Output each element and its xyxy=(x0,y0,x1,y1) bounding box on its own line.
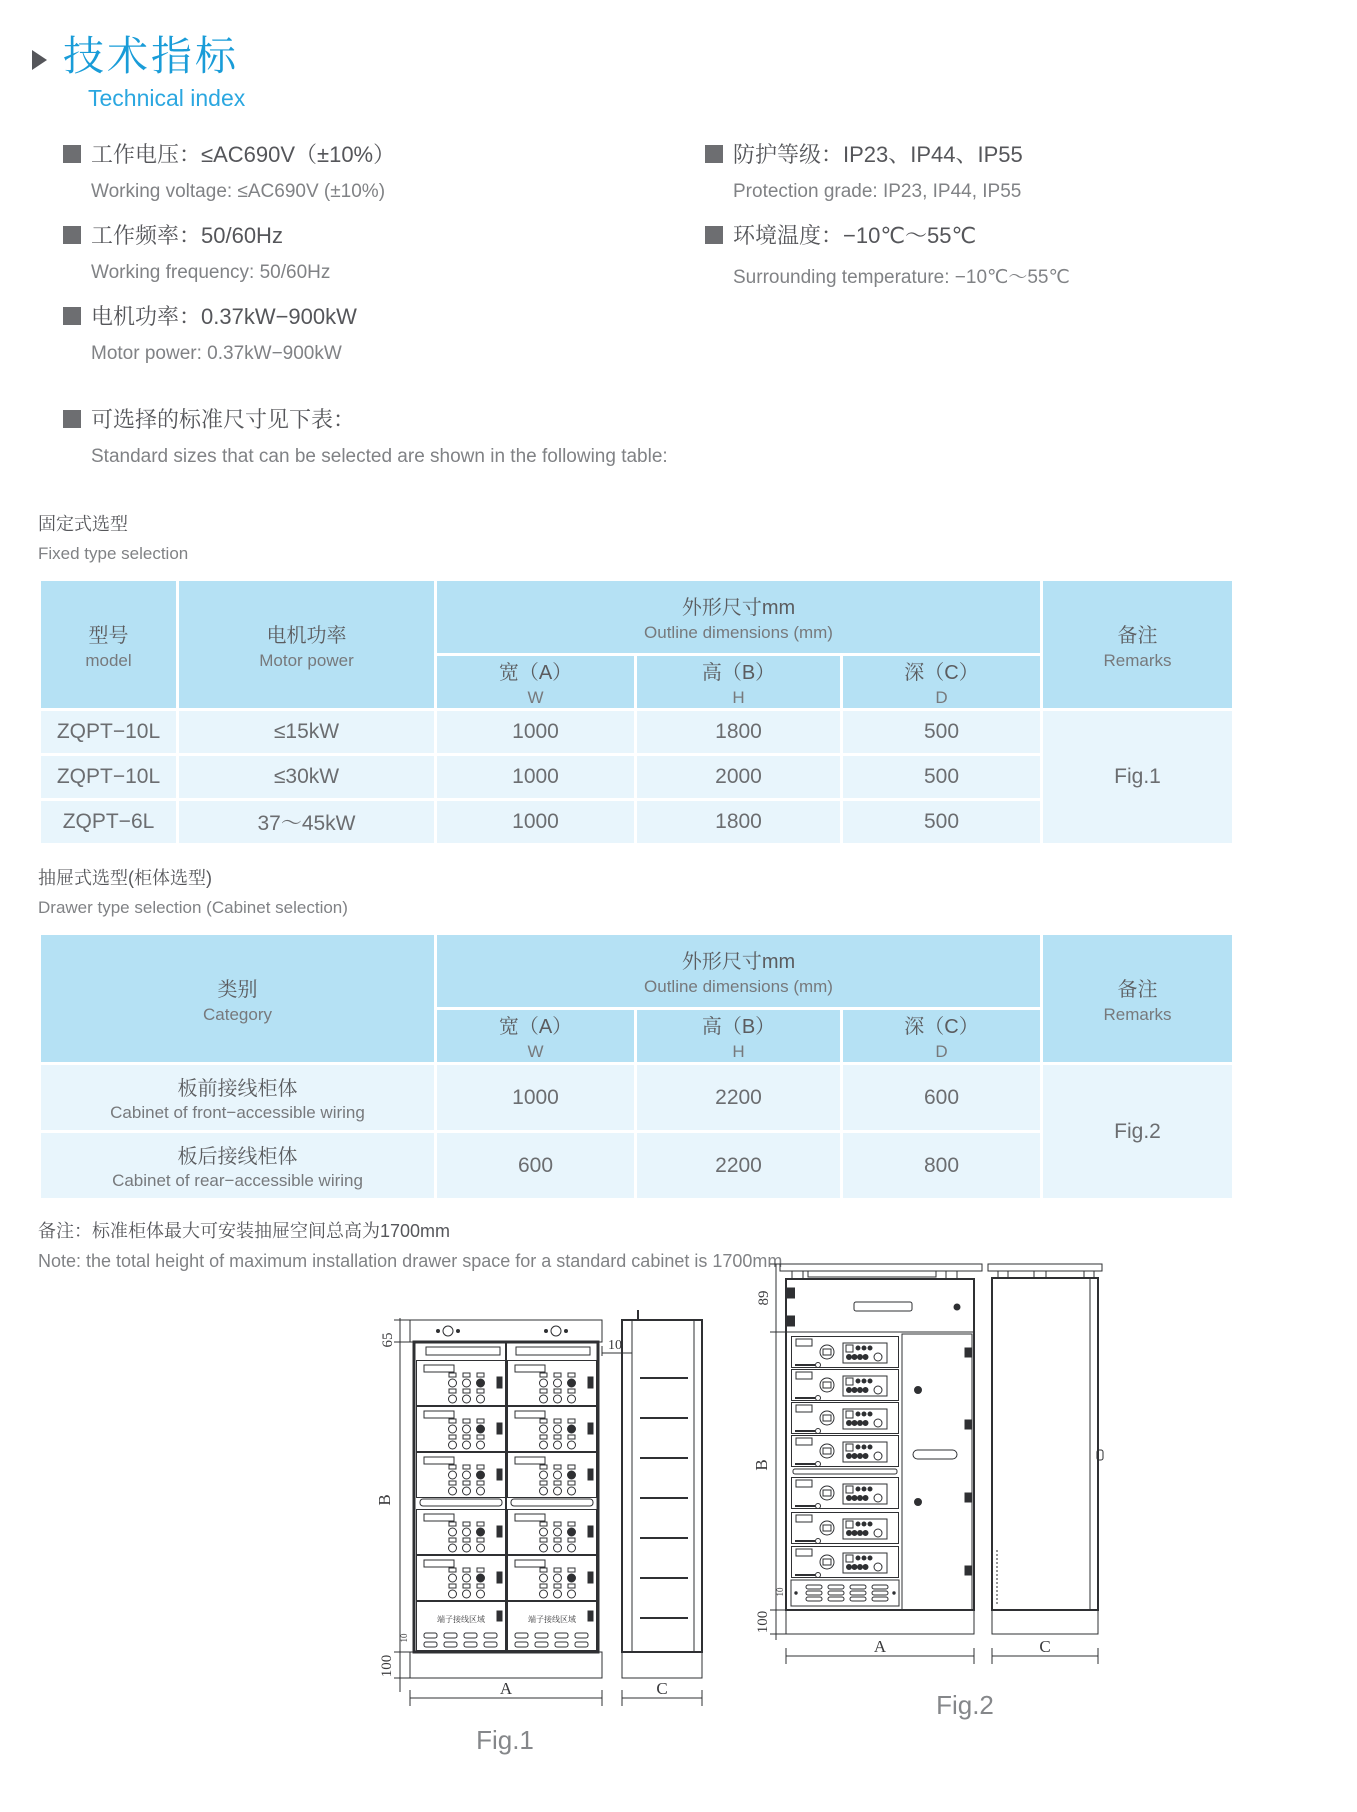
spec-column-left xyxy=(63,138,705,484)
col-header-depth: 深（C） D xyxy=(842,655,1042,710)
fig1-dim-depth: C xyxy=(656,1679,668,1699)
col-header-category: 类别 Category xyxy=(40,934,436,1064)
fig2-dim-depth: C xyxy=(1039,1637,1051,1657)
fig1-dim-top-right: 10 xyxy=(608,1338,622,1354)
col-header-remarks: 备注 Remarks xyxy=(1042,934,1234,1064)
fig1-drawing xyxy=(370,1300,750,1756)
spec-zh-text: 防护等级：IP23、IP44、IP55 xyxy=(733,142,1023,168)
spec-zh-text: 工作电压：≤AC690V（±10%） xyxy=(91,142,396,168)
spec-en-text: Standard sizes that can be selected are shown in the following table: xyxy=(91,446,668,468)
fig2-dim-height: B xyxy=(752,1459,771,1471)
fig1-dim-height: B xyxy=(375,1494,394,1506)
fig1-caption: Fig.1 xyxy=(476,1725,534,1756)
cell-power: 37～45kW xyxy=(178,800,436,845)
cell-height: 2200 xyxy=(636,1064,842,1132)
cell-width: 600 xyxy=(436,1132,636,1200)
col-header-remarks: 备注 Remarks xyxy=(1042,580,1234,710)
cell-height: 2000 xyxy=(636,755,842,800)
square-bullet-icon xyxy=(63,145,81,163)
col-header-depth: 深（C） D xyxy=(842,1009,1042,1064)
square-bullet-icon xyxy=(705,145,723,163)
spec-en-text: Working voltage: ≤AC690V (±10%) xyxy=(91,181,386,203)
fig1-terminal-label-2: 端子接线区域 xyxy=(528,1615,576,1625)
page-title: 技术指标 xyxy=(63,33,239,79)
cell-height: 2200 xyxy=(636,1132,842,1200)
fig1-dim-width: A xyxy=(499,1679,513,1699)
col-header-outline-dimensions: 外形尺寸mm Outline dimensions (mm) xyxy=(436,580,1042,655)
cell-power: ≤30kW xyxy=(178,755,436,800)
square-bullet-icon xyxy=(63,226,81,244)
cell-width: 1000 xyxy=(436,710,636,755)
drawer-section-title-en: Drawer type selection (Cabinet selection) xyxy=(38,898,348,918)
cell-width: 1000 xyxy=(436,755,636,800)
fixed-type-table xyxy=(38,578,1235,846)
cell-depth: 500 xyxy=(842,710,1042,755)
cell-power: ≤15kW xyxy=(178,710,436,755)
spec-en-text: Working frequency: 50/60Hz xyxy=(91,262,331,284)
fig2-cabinet-svg xyxy=(750,1250,1110,1680)
drawer-section-title-zh: 抽屉式选型(柜体选型) xyxy=(38,868,212,889)
col-header-motor-power: 电机功率 Motor power xyxy=(178,580,436,710)
fixed-section-title-zh: 固定式选型 xyxy=(38,514,128,535)
fig1-dim-vent: 10 xyxy=(399,1633,409,1643)
spec-zh-text: 可选择的标准尺寸见下表： xyxy=(91,407,356,433)
cell-model: ZQPT−10L xyxy=(40,755,178,800)
table-row xyxy=(40,1064,1234,1132)
fig1-cabinet-svg xyxy=(370,1300,750,1715)
spec-en-text: Surrounding temperature: −10℃～55℃ xyxy=(733,267,1070,289)
spec-protection-grade xyxy=(705,138,1357,216)
cell-height: 1800 xyxy=(636,710,842,755)
spec-motor-power xyxy=(63,300,705,378)
spec-en-text: Motor power: 0.37kW−900kW xyxy=(91,343,342,365)
drawer-type-table xyxy=(38,932,1235,1201)
spec-zh-text: 电机功率：0.37kW−900kW xyxy=(91,304,357,330)
square-bullet-icon xyxy=(63,410,81,428)
fig2-dim-base: 100 xyxy=(755,1610,771,1634)
spec-surrounding-temperature xyxy=(705,219,1357,302)
table-row xyxy=(40,710,1234,755)
square-bullet-icon xyxy=(705,226,723,244)
fig1-terminal-label: 端子接线区域 xyxy=(437,1615,485,1625)
col-header-width: 宽（A） W xyxy=(436,1009,636,1064)
col-header-outline-dimensions: 外形尺寸mm Outline dimensions (mm) xyxy=(436,934,1042,1009)
cell-model: ZQPT−10L xyxy=(40,710,178,755)
cell-remark: Fig.1 xyxy=(1042,710,1234,845)
col-header-height: 高（B） H xyxy=(636,1009,842,1064)
spec-list xyxy=(63,138,1357,484)
note-en: Note: the total height of maximum installation drawer space for a standard cabinet is 1700mm xyxy=(38,1251,783,1272)
cell-category: 板前接线柜体 Cabinet of front−accessible wiring xyxy=(40,1064,436,1132)
fig2-dim-vent: 10 xyxy=(775,1587,785,1597)
col-header-model: 型号 model xyxy=(40,580,178,710)
spec-en-text: Protection grade: IP23, IP44, IP55 xyxy=(733,181,1022,203)
cell-depth: 800 xyxy=(842,1132,1042,1200)
fixed-section-title-en: Fixed type selection xyxy=(38,544,189,564)
figures-area xyxy=(38,1272,1357,1812)
fig1-dim-base: 100 xyxy=(379,1654,395,1678)
cell-remark: Fig.2 xyxy=(1042,1064,1234,1200)
col-header-height: 高（B） H xyxy=(636,655,842,710)
square-bullet-icon xyxy=(63,307,81,325)
fig2-drawing xyxy=(750,1250,1110,1721)
section-arrow-icon xyxy=(32,50,47,70)
fig2-dim-width: A xyxy=(873,1637,887,1657)
cell-width: 1000 xyxy=(436,800,636,845)
fig2-dim-top: 89 xyxy=(756,1290,772,1306)
spec-working-frequency xyxy=(63,219,705,297)
cell-depth: 500 xyxy=(842,755,1042,800)
page-subtitle: Technical index xyxy=(88,85,246,112)
cell-model: ZQPT−6L xyxy=(40,800,178,845)
col-header-width: 宽（A） W xyxy=(436,655,636,710)
note-zh: 备注：标准柜体最大可安装抽屉空间总高为1700mm xyxy=(38,1221,451,1242)
cell-depth: 600 xyxy=(842,1064,1042,1132)
cell-height: 1800 xyxy=(636,800,842,845)
spec-column-right xyxy=(705,138,1357,484)
spec-standard-sizes xyxy=(63,403,705,481)
fig1-dim-top: 65 xyxy=(380,1332,396,1348)
spec-zh-text: 工作频率：50/60Hz xyxy=(91,223,283,249)
cell-depth: 500 xyxy=(842,800,1042,845)
spec-zh-text: 环境温度：−10℃～55℃ xyxy=(733,223,977,249)
spec-working-voltage xyxy=(63,138,705,216)
fig2-caption: Fig.2 xyxy=(936,1690,994,1721)
cell-width: 1000 xyxy=(436,1064,636,1132)
page-header xyxy=(32,34,1357,112)
cell-category: 板后接线柜体 Cabinet of rear−accessible wiring xyxy=(40,1132,436,1200)
